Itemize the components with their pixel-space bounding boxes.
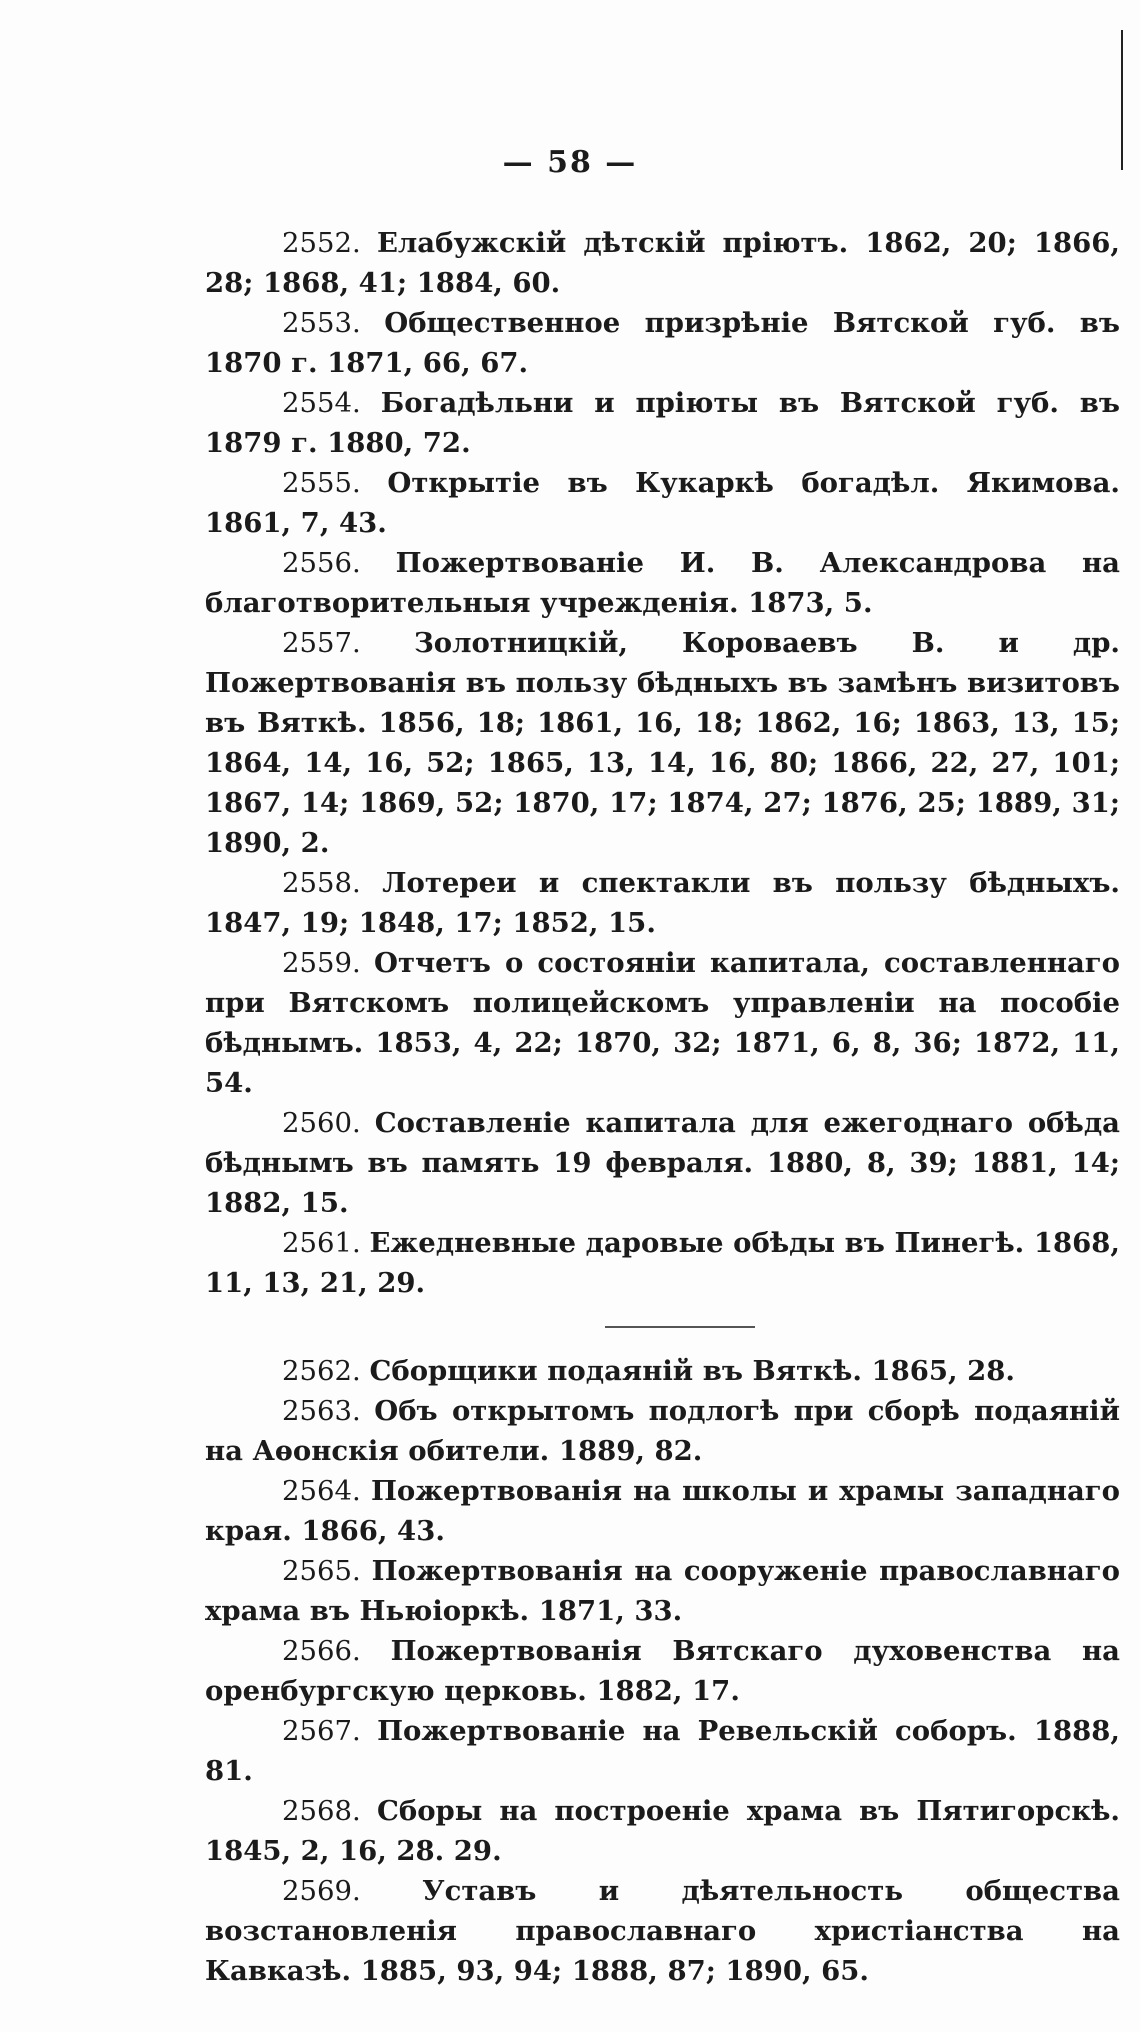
entry-text: Пожертвованія на школы и храмы западнаго края. 1866, 43. [205,1475,1120,1547]
entry-number: 2569. [282,1875,361,1907]
entry-item [205,863,1120,943]
entry-item [205,543,1120,623]
entry-number: 2567. [282,1715,361,1747]
entry-number: 2568. [282,1795,361,1827]
entry-text: Пожертвованія Вятскаго духовенства на оренбургскую церковь. 1882, 17. [205,1635,1120,1707]
entry-item [205,383,1120,463]
entry-item [205,1471,1120,1551]
entry-text: Пожертвованіе И. В. Александрова на благотворительныя учрежденія. 1873, 5. [205,547,1120,619]
entry-item [205,303,1120,383]
entry-number: 2552. [282,227,361,259]
entry-number: 2557. [282,627,361,659]
entry-number: 2553. [282,307,361,339]
entry-item [205,623,1120,863]
page-number: — 58 — [502,145,638,180]
entry-item [205,223,1120,303]
entry-number: 2562. [282,1355,361,1387]
entry-text: Лотереи и спектакли въ пользу бѣдныхъ. 1847, 19; 1848, 17; 1852, 15. [205,867,1120,939]
entry-number: 2560. [282,1107,361,1139]
entry-item [205,1871,1120,1991]
entry-item [205,1631,1120,1711]
entry-number: 2559. [282,947,361,979]
entry-number: 2558. [282,867,361,899]
entry-number: 2554. [282,387,361,419]
entry-number: 2564. [282,1475,361,1507]
entry-number: 2563. [282,1395,361,1427]
section-divider [605,1326,755,1328]
entry-item [205,1791,1120,1871]
entry-item [205,1351,1120,1391]
entry-text: Елабужскій дѣтскій пріютъ. 1862, 20; 1866, 28; 1868, 41; 1884, 60. [205,227,1120,299]
entry-item [205,1711,1120,1791]
entry-text: Составленіе капитала для ежегоднаго обѣда бѣднымъ въ память 19 февраля. 1880, 8, 39; 1881, 14; 1882, 15. [205,1107,1120,1219]
entries-section-two [205,1351,1120,1991]
entry-item [205,1223,1120,1303]
entry-number: 2566. [282,1635,361,1667]
entries-list [205,223,1120,1991]
entry-text: Отчетъ о состояніи капитала, составленнаго при Вятскомъ полицейскомъ управленіи на пособіе бѣднымъ. 1853, 4, 22; 1870, 32; 1871, 6, 8, 36; 1872, 11, 54. [205,947,1120,1099]
entry-number: 2555. [282,467,361,499]
entry-text: Сборы на построеніе храма въ Пятигорскѣ. 1845, 2, 16, 28. 29. [205,1795,1120,1867]
entries-section-one [205,223,1120,1303]
entry-text: Ежедневные даровые обѣды въ Пинегѣ. 1868, 11, 13, 21, 29. [205,1227,1120,1299]
entry-number: 2565. [282,1555,361,1587]
entry-text: Общественное призрѣніе Вятской губ. въ 1870 г. 1871, 66, 67. [205,307,1120,379]
entry-number: 2556. [282,547,361,579]
entry-item [205,1391,1120,1471]
entry-text: Объ открытомъ подлогѣ при сборѣ подаяній на Аѳонскія обители. 1889, 82. [205,1395,1120,1467]
entry-text: Сборщики подаяній въ Вяткѣ. 1865, 28. [369,1355,1015,1387]
entry-text: Пожертвованія на сооруженіе православнаго храма въ Ньюіоркѣ. 1871, 33. [205,1555,1120,1627]
entry-item [205,1551,1120,1631]
entry-text: Уставъ и дѣятельность общества возстановленія православнаго христіанства на Кавказѣ. 1885, 93, 94; 1888, 87; 1890, 65. [205,1875,1120,1987]
entry-item [205,1103,1120,1223]
entry-item [205,463,1120,543]
entry-text: Пожертвованіе на Ревельскій соборъ. 1888, 81. [205,1715,1120,1787]
entry-text: Открытіе въ Кукаркѣ богадѣл. Якимова. 1861, 7, 43. [205,467,1120,539]
entry-text: Золотницкій, Короваевъ В. и др. Пожертвованія въ пользу бѣдныхъ въ замѣнъ визитовъ въ Вяткѣ. 1856, 18; 1861, 16, 18; 1862, 16; 1863, 13, 15; 1864, 14, 16, 52; 1865, 13, 14, 16, 80; 1866, 22, 27, 101; 1867, 14; 1869, 52; 1870, 17; 1874, 27; 1876, 25; 1889, 31; 1890, 2. [205,627,1120,859]
entry-number: 2561. [282,1227,361,1259]
entry-text: Богадѣльни и пріюты въ Вятской губ. въ 1879 г. 1880, 72. [205,387,1120,459]
entry-item [205,943,1120,1103]
